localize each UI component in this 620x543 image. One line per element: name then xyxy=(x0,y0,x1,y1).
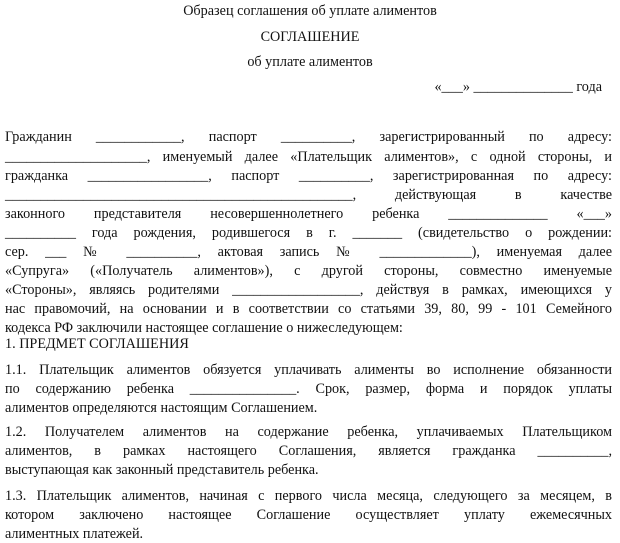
document-title: СОГЛАШЕНИЕ xyxy=(260,29,360,45)
document-caption: Образец соглашения об уплате алиментов xyxy=(183,3,437,19)
intro-line: __________ года рождения, родившегося в г. _______ (свидетельство о рождении: xyxy=(5,225,612,241)
clause-line: алиментов определяются настоящим Соглашением. xyxy=(5,400,318,416)
section-title: 1. ПРЕДМЕТ СОГЛАШЕНИЯ xyxy=(5,336,189,352)
clause-line: 1.1. Плательщик алиментов обязуется уплачивать алименты во исполнение обязанности xyxy=(5,362,612,378)
intro-line: «Стороны», являясь родителями __________________, действуя в рамках, имеющихся у xyxy=(5,282,612,298)
clause-line: 1.3. Плательщик алиментов, начиная с первого числа месяца, следующего за месяцем, в xyxy=(5,488,612,504)
intro-line: сер. ___ № __________, актовая запись № _____________), именуемая далее xyxy=(5,244,612,260)
intro-line: ____________________, именуемый далее «Плательщик алиментов», с одной стороны, и xyxy=(5,149,612,165)
clause-line: по содержанию ребенка _______________. Срок, размер, форма и порядок уплаты xyxy=(5,381,612,397)
intro-line: нас правомочий, на основании и в соответствии со статьями 39, 80, 99 - 101 Семейного xyxy=(5,301,612,317)
clause-line: алиментных платежей. xyxy=(5,526,144,542)
intro-line: «Супруга» («Получатель алиментов»), с другой стороны, совместно именуемые xyxy=(5,263,612,279)
clause-line: алиментов, в рамках настоящего Соглашения, является гражданка __________, xyxy=(5,443,612,459)
intro-line: кодекса РФ заключили настоящее соглашение о нижеследующем: xyxy=(5,320,403,336)
date-line: «___» ______________ года xyxy=(434,79,602,95)
document-subtitle: об уплате алиментов xyxy=(247,54,373,70)
clause-line: выступающая как законный представитель ребенка. xyxy=(5,462,319,478)
intro-line: гражданка _________________, паспорт __________, зарегистрированная по адресу: xyxy=(5,168,612,184)
intro-line: _________________________________________________, действующая в качестве xyxy=(5,187,612,203)
intro-line: законного представителя несовершеннолетнего ребенка ______________ «___» xyxy=(5,206,612,222)
clause-line: 1.2. Получателем алиментов на содержание ребенка, уплачиваемых Плательщиком xyxy=(5,424,612,440)
clause-line: котором заключено настоящее Соглашение осуществляет уплату ежемесячных xyxy=(5,507,612,523)
intro-line: Гражданин ____________, паспорт __________, зарегистрированный по адресу: xyxy=(5,129,612,145)
